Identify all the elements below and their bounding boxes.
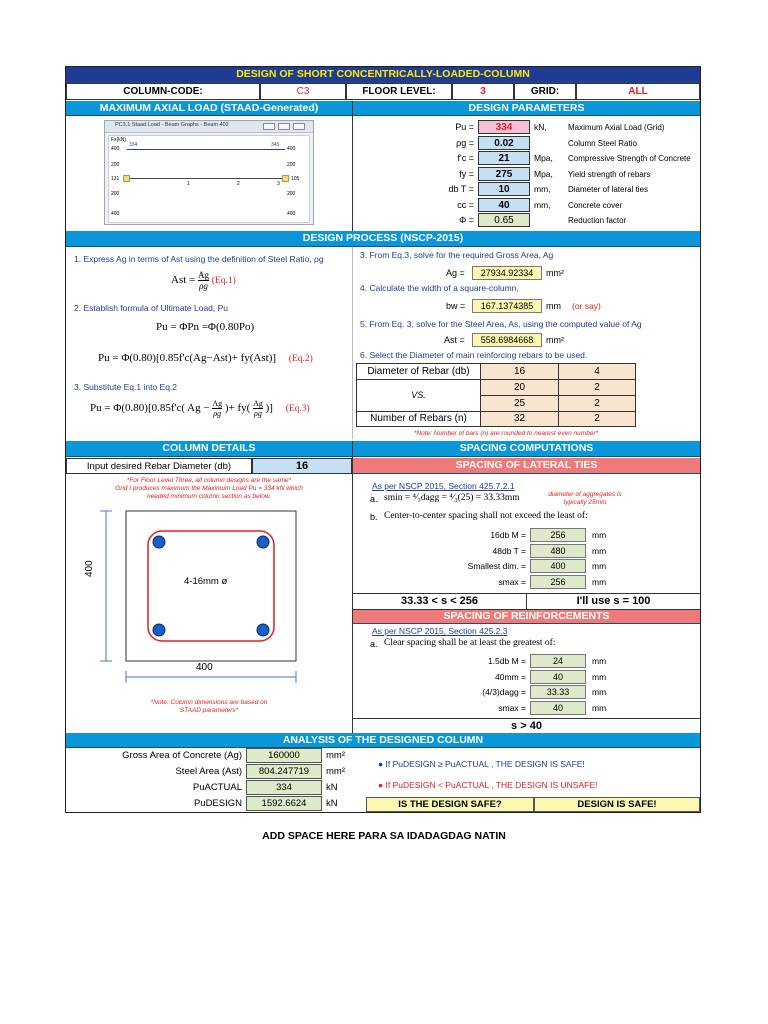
analysis-row-value: 334	[246, 780, 322, 795]
param-unit: Mpa,	[534, 153, 553, 163]
axis-label: Fx(kN)	[111, 137, 126, 143]
eq2-tag: (Eq.2)	[288, 354, 313, 364]
grid-label: GRID:	[514, 83, 576, 100]
beam-axis	[127, 178, 285, 179]
details-note-3: needed minimum column section as below.	[147, 493, 271, 500]
reinf-row-symbol: 40mm =	[495, 671, 526, 682]
eq-pu: Pu = ΦPn =Φ(0.80Po)	[156, 321, 255, 333]
vs-label: VS.	[357, 380, 481, 412]
rebar-table	[356, 363, 636, 427]
spacing-range: 33.33 < s < 256	[353, 594, 527, 609]
sheet-title: DESIGN OF SHORT CONCENTRICALLY-LOADED-COLUMN	[66, 67, 700, 83]
param-symbol: db T =	[448, 184, 474, 194]
analysis-header: ANALYSIS OF THE DESIGNED COLUMN	[66, 733, 700, 748]
param-unit: mm,	[534, 199, 551, 210]
analysis-row-label: Gross Area of Concrete (Ag)	[122, 750, 242, 761]
y-tick: 400	[111, 146, 120, 152]
left-value: 334	[129, 142, 138, 148]
eq3-part-c: )]	[265, 402, 273, 415]
param-symbol: fy =	[459, 168, 474, 179]
safe-rule-text: If PuDESIGN ≥ PuACTUAL , THE DESIGN IS SAFE!	[385, 759, 585, 769]
eq3-frac1-num: Ag	[212, 399, 223, 408]
analysis-row-label: PuACTUAL	[192, 782, 242, 793]
reinf-a-text: Clear spacing shall be at least the greatest of:	[384, 638, 556, 648]
spacing-use: I'll use s = 100	[576, 595, 651, 607]
step-3-right: 3. From Eq.3, solve for the required Gross Area, Ag	[360, 250, 554, 260]
close-icon[interactable]	[293, 123, 305, 130]
y-tick: 400	[111, 211, 120, 217]
floor-level-label: FLOOR LEVEL:	[346, 83, 452, 100]
ag-value: 27934.92334	[472, 266, 542, 280]
x-tick: 3	[277, 181, 280, 187]
analysis-row-label: Steel Area (Ast)	[175, 766, 242, 777]
param-description: Yield strength of rebars	[568, 169, 651, 179]
ties-row-value: 400	[530, 559, 586, 573]
ast-value: 558.6984668	[472, 333, 542, 347]
details-note-5: STAAD parameters*	[179, 707, 239, 714]
analysis-row-unit: mm²	[326, 750, 345, 761]
analysis-row-unit: mm²	[326, 766, 345, 777]
design-safe-question: IS THE DESIGN SAFE?	[366, 797, 534, 812]
staad-titlebar	[105, 121, 313, 133]
ties-row-value: 256	[530, 575, 586, 589]
safe-rule: ● If PuDESIGN ≥ PuACTUAL , THE DESIGN IS SAFE!	[378, 759, 585, 769]
load-line	[127, 149, 285, 150]
column-details-header: COLUMN DETAILS	[66, 441, 352, 457]
input-rebar-label: Input desired Rebar Diameter (db)	[66, 458, 252, 474]
divider	[352, 247, 353, 439]
reinf-a-label: a.	[370, 639, 378, 649]
param-symbol: ρg =	[456, 137, 474, 148]
ag-label: Ag =	[446, 268, 465, 278]
step-3: 3. Substitute Eq.1 into Eq.2	[74, 382, 178, 392]
y-tick: 200	[287, 162, 296, 168]
reinf-rows	[366, 654, 696, 718]
grid-value[interactable]: ALL	[576, 83, 700, 100]
spacing-ties-header: SPACING OF LATERAL TIES	[353, 458, 700, 474]
header-row	[66, 83, 700, 100]
reinf-row-value: 24	[530, 654, 586, 668]
spacing-reinf-header: SPACING OF REINFORCEMENTS	[353, 610, 700, 624]
param-value[interactable]: 10	[478, 182, 530, 196]
ties-row-value: 480	[530, 544, 586, 558]
horizontal-dimension-label: 400	[196, 662, 213, 673]
step-1: 1. Express Ag in terms of Ast using the definition of Steel Ratio, ρg	[74, 254, 324, 264]
rebar-circle	[257, 536, 269, 548]
reinf-row-unit: mm	[592, 687, 607, 697]
y-tick: 400	[287, 211, 296, 217]
reinf-row-symbol: (4/3)dagg =	[482, 687, 526, 697]
param-description: Reduction factor	[568, 216, 627, 225]
ag-unit: mm²	[546, 268, 564, 278]
ties-row-unit: mm	[592, 545, 607, 556]
agg-note-2: typically 25mm	[563, 499, 607, 506]
ties-row-value: 256	[530, 528, 586, 542]
rebar-circle	[153, 624, 165, 636]
param-symbol: Φ =	[459, 215, 474, 225]
reinf-result: s > 40	[353, 718, 700, 733]
rebar-count-2: 2	[559, 380, 635, 396]
step-4: 4. Calculate the width of a square-column,	[360, 283, 519, 293]
ties-a-label: a.	[370, 494, 378, 504]
right-marker-label: 105	[291, 176, 300, 182]
ast-unit: mm²	[546, 335, 564, 345]
params-table	[366, 120, 696, 230]
reinf-row-value: 40	[530, 670, 586, 684]
details-note-4: *Note: Column dimensions are based on	[150, 699, 268, 706]
param-value[interactable]: 0.02	[478, 136, 530, 150]
ties-row-symbol: smax =	[498, 576, 526, 587]
eq1-numerator: Ag	[197, 270, 209, 280]
rebar-circle	[153, 536, 165, 548]
param-unit: kN,	[534, 122, 547, 132]
param-unit: mm,	[534, 184, 551, 194]
staad-title: PC3.1 Staad.Load - Beam Graphs - Beam 402	[115, 122, 229, 128]
analysis-row-unit: kN	[326, 798, 338, 809]
param-description: Maximum Axial Load (Grid)	[568, 123, 665, 132]
param-value[interactable]: 0.65	[478, 213, 530, 227]
reinf-row-symbol: 1.5db M =	[487, 656, 526, 666]
eq3-tag: (Eq.3)	[285, 404, 310, 415]
y-tick: 200	[111, 191, 120, 197]
analysis-row-value: 804.247719	[246, 764, 322, 779]
param-value[interactable]: 275	[478, 167, 530, 181]
design-process-header: DESIGN PROCESS (NSCP-2015)	[66, 231, 700, 247]
staad-window	[104, 120, 314, 225]
left-support-marker	[123, 175, 130, 182]
y-tick: 200	[111, 162, 120, 168]
eq1-tag: (Eq.1)	[211, 276, 236, 287]
reinf-row-unit: mm	[592, 702, 607, 713]
right-support-marker	[282, 175, 289, 182]
analysis-row-label: PuDESIGN	[193, 798, 242, 809]
minimize-icon[interactable]	[263, 123, 275, 130]
param-symbol: cc =	[457, 199, 474, 210]
rebar-count-2: 2	[559, 396, 635, 412]
y-tick: 200	[287, 191, 296, 197]
step-2: 2. Establish formula of Ultimate Load, Pu	[74, 303, 229, 313]
rebar-dia-16[interactable]: 16	[481, 364, 559, 380]
bw-note: (or say)	[572, 301, 601, 311]
y-tick: 400	[287, 146, 296, 152]
rebar-count-2: 2	[559, 412, 635, 426]
rebar-dia-25[interactable]: 25	[481, 396, 559, 412]
reinf-row-value: 40	[530, 701, 586, 715]
unsafe-rule-text: If PuDESIGN < PuACTUAL , THE DESIGN IS UNSAFE!	[385, 780, 598, 790]
eq1	[171, 270, 236, 291]
bw-value: 167.1374385	[472, 299, 542, 313]
param-value[interactable]: 40	[478, 198, 530, 212]
rebar-circle	[257, 624, 269, 636]
ties-row-symbol: Smallest dim. =	[467, 561, 526, 571]
reinf-row-unit: mm	[592, 671, 607, 682]
maximize-icon[interactable]	[278, 123, 290, 130]
ties-row-unit: mm	[592, 530, 607, 540]
rebar-count-4: 4	[559, 364, 635, 380]
x-tick: 1	[187, 181, 190, 187]
ties-b-label: b.	[370, 512, 378, 522]
eq2-body: Pu = Φ(0.80)[0.85f'c(Ag−Ast)+ fy(Ast)]	[98, 352, 277, 364]
vertical-dimension-label: 400	[84, 560, 95, 577]
reinf-row-unit: mm	[592, 656, 607, 666]
bw-label: bw =	[446, 301, 466, 311]
ties-reference-link[interactable]: As per NSCP 2015, Section 425.7.2.1	[372, 481, 515, 491]
param-value[interactable]: 334	[478, 120, 530, 134]
analysis-row-unit: kN	[326, 782, 338, 793]
ties-smin-equation: smin = ⁴⁄₃dagg = ⁴⁄₃(25) = 33.33mm	[384, 493, 520, 503]
num-rebars-header: Number of Rebars (n)	[357, 412, 481, 426]
ties-row-unit: mm	[592, 576, 607, 587]
details-note-2: Grid I produces maximum the Maximum Load Pu = 334 kN which	[115, 485, 303, 492]
design-sheet	[65, 66, 701, 813]
param-description: Column Steel Ratio	[568, 138, 637, 148]
step-5: 5. From Eq. 3, solve for the Steel Area, As, using the computed value of Ag	[360, 319, 642, 329]
staad-graph	[108, 135, 310, 223]
eq1-lhs: Ast =	[171, 274, 196, 287]
rebar-diameter-header: Diameter of Rebar (db)	[357, 364, 481, 380]
floor-level-value[interactable]: 3	[452, 83, 514, 100]
ties-b-text: Center-to-center spacing shall not exceed the least of:	[384, 511, 588, 521]
param-symbol: f'c =	[457, 153, 474, 163]
divider	[352, 101, 353, 231]
eq3-part-a: Pu = Φ(0.80)[0.85f'c( Ag −	[90, 402, 210, 415]
bw-unit: mm	[546, 301, 561, 311]
ties-row-symbol: 48db T =	[492, 545, 526, 556]
details-note-1: *For Floor Level Three, all column designs are the same*	[126, 477, 292, 484]
param-symbol: Pu =	[455, 122, 474, 132]
analysis-row-value: 160000	[246, 748, 322, 763]
reinf-row-symbol: smax =	[498, 702, 526, 713]
unsafe-rule: ● If PuDESIGN < PuACTUAL , THE DESIGN IS UNSAFE!	[378, 780, 598, 790]
eq3-frac1-den: ρg	[213, 409, 222, 418]
eq3-frac2-den: ρg	[254, 409, 262, 418]
design-params-header: DESIGN PARAMETERS	[353, 101, 700, 116]
column-code-value[interactable]: C3	[260, 83, 346, 100]
rebar-dia-32[interactable]: 32	[481, 412, 559, 426]
eq3-part-b: )+ fy(	[224, 402, 251, 415]
column-code-label: COLUMN-CODE:	[66, 83, 260, 100]
eq3	[90, 399, 310, 418]
input-rebar-value[interactable]: 16	[252, 458, 352, 474]
divider	[352, 441, 353, 733]
agg-note-1: diameter of aggregates is	[548, 491, 622, 498]
step-6: 6. Select the Diameter of main reinforcing rebars to be used.	[360, 350, 588, 360]
eq1-denominator: ρg	[199, 281, 208, 291]
reinf-row-value: 33.33	[530, 685, 586, 699]
ast-label: Ast =	[444, 335, 465, 345]
design-safe-answer: DESIGN IS SAFE!	[534, 797, 700, 812]
reinf-reference-link[interactable]: As per NSCP 2015, Section 425.2.3	[372, 626, 508, 636]
param-description: Compressive Strength of Concrete	[568, 154, 691, 163]
max-axial-header: MAXIMUM AXIAL LOAD (STAAD-Generated)	[66, 101, 352, 116]
ties-row-unit: mm	[592, 561, 607, 571]
footer-note: ADD SPACE HERE PARA SA IDADAGDAG NATIN	[262, 830, 506, 842]
param-description: Diameter of lateral ties	[568, 185, 649, 194]
analysis-row-value: 1592.6624	[246, 796, 322, 811]
spacing-computations-header: SPACING COMPUTATIONS	[353, 441, 700, 457]
ties-rows	[366, 528, 696, 592]
rebar-note: *Note: Number of bars (n) are rounded to nearest even number*	[413, 430, 599, 437]
eq2	[98, 352, 313, 364]
eq3-frac2-num: Ag	[253, 399, 263, 408]
right-value: 345	[271, 142, 280, 148]
x-tick: 2	[237, 181, 240, 187]
param-description: Concrete cover	[568, 200, 623, 210]
ties-result-row	[353, 593, 700, 610]
rebar-dia-20[interactable]: 20	[481, 380, 559, 396]
ties-row-symbol: 16db M =	[490, 530, 526, 540]
param-unit: Mpa,	[534, 168, 553, 179]
left-marker-label: 131	[111, 176, 120, 182]
bars-label: 4-16mm ø	[184, 576, 228, 587]
param-value[interactable]: 21	[478, 151, 530, 165]
